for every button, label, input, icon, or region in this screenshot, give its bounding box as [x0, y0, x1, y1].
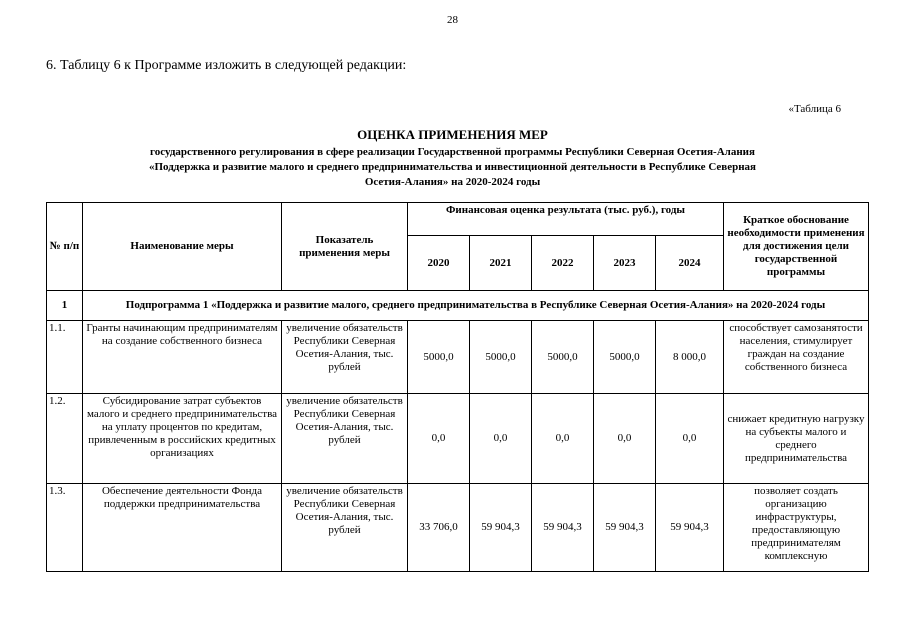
header-year: 2023 [594, 236, 656, 291]
row-value: 0,0 [594, 394, 656, 484]
row-name: Обеспечение деятельности Фонда поддержки предпринимательства [83, 484, 282, 572]
row-value: 59 904,3 [594, 484, 656, 572]
table-label: «Таблица 6 [788, 103, 841, 115]
row-value: 59 904,3 [532, 484, 594, 572]
row-value: 0,0 [470, 394, 532, 484]
page-number: 28 [447, 14, 458, 26]
header-year: 2021 [470, 236, 532, 291]
table-row [47, 484, 869, 572]
row-num: 1.3. [47, 484, 83, 572]
subtitle-line: «Поддержка и развитие малого и среднего предпринимательства и инвестиционной деятельности в Республике Северная [148, 161, 757, 173]
row-name: Гранты начинающим предпринимателям на создание собственного бизнеса [83, 321, 282, 394]
header-indicator: Показатель применения меры [282, 203, 408, 291]
subprogram-num: 1 [47, 291, 83, 321]
document-title: ОЦЕНКА ПРИМЕНЕНИЯ МЕР [357, 127, 548, 142]
row-name: Субсидирование затрат субъектов малого и среднего предпринимательства на уплату процентов по кредитам, привлеченным в российских кредитных организациях [83, 394, 282, 484]
subprogram-row [47, 291, 869, 321]
header-finance: Финансовая оценка результата (тыс. руб.), годы [408, 203, 724, 236]
row-value: 5000,0 [470, 321, 532, 394]
row-value: 0,0 [408, 394, 470, 484]
row-num: 1.1. [47, 321, 83, 394]
row-indicator: увеличение обязательств Республики Северная Осетия-Алания, тыс. рублей [282, 321, 408, 394]
row-value: 59 904,3 [470, 484, 532, 572]
table-row [47, 394, 869, 484]
row-value: 5000,0 [532, 321, 594, 394]
header-year: 2020 [408, 236, 470, 291]
row-rationale: снижает кредитную нагрузку на субъекты малого и среднего предпринимательства [724, 394, 869, 484]
header-year: 2024 [656, 236, 724, 291]
header-year: 2022 [532, 236, 594, 291]
intro-text: 6. Таблицу 6 к Программе изложить в следующей редакции: [46, 58, 407, 73]
subtitle-line: Осетия-Алания» на 2020-2024 годы [364, 176, 541, 188]
header-row [47, 203, 869, 236]
subprogram-title: Подпрограмма 1 «Поддержка и развитие малого, среднего предпринимательства в Республике Северная Осетия-Алания» на 2020-2024 годы [83, 291, 869, 321]
header-num: № п/п [47, 203, 83, 291]
document-subtitle [60, 145, 845, 190]
row-indicator: увеличение обязательств Республики Северная Осетия-Алания, тыс. рублей [282, 394, 408, 484]
row-value: 0,0 [656, 394, 724, 484]
subtitle-line: государственного регулирования в сфере реализации Государственной программы Республики Северная Осетия-Алания [150, 146, 755, 158]
header-rationale: Краткое обоснование необходимости применения для достижения цели государственной программы [724, 203, 869, 291]
row-value: 0,0 [532, 394, 594, 484]
row-value: 33 706,0 [408, 484, 470, 572]
measures-table [46, 202, 869, 572]
row-value: 5000,0 [594, 321, 656, 394]
row-rationale: позволяет создать организацию инфраструктуры, предоставляющую предпринимателям комплексную [724, 484, 869, 572]
row-num: 1.2. [47, 394, 83, 484]
row-indicator: увеличение обязательств Республики Северная Осетия-Алания, тыс. рублей [282, 484, 408, 572]
table-row [47, 321, 869, 394]
row-rationale: способствует самозанятости населения, стимулирует граждан на создание собственного бизнеса [724, 321, 869, 394]
row-value: 8 000,0 [656, 321, 724, 394]
header-name: Наименование меры [83, 203, 282, 291]
row-value: 59 904,3 [656, 484, 724, 572]
row-value: 5000,0 [408, 321, 470, 394]
